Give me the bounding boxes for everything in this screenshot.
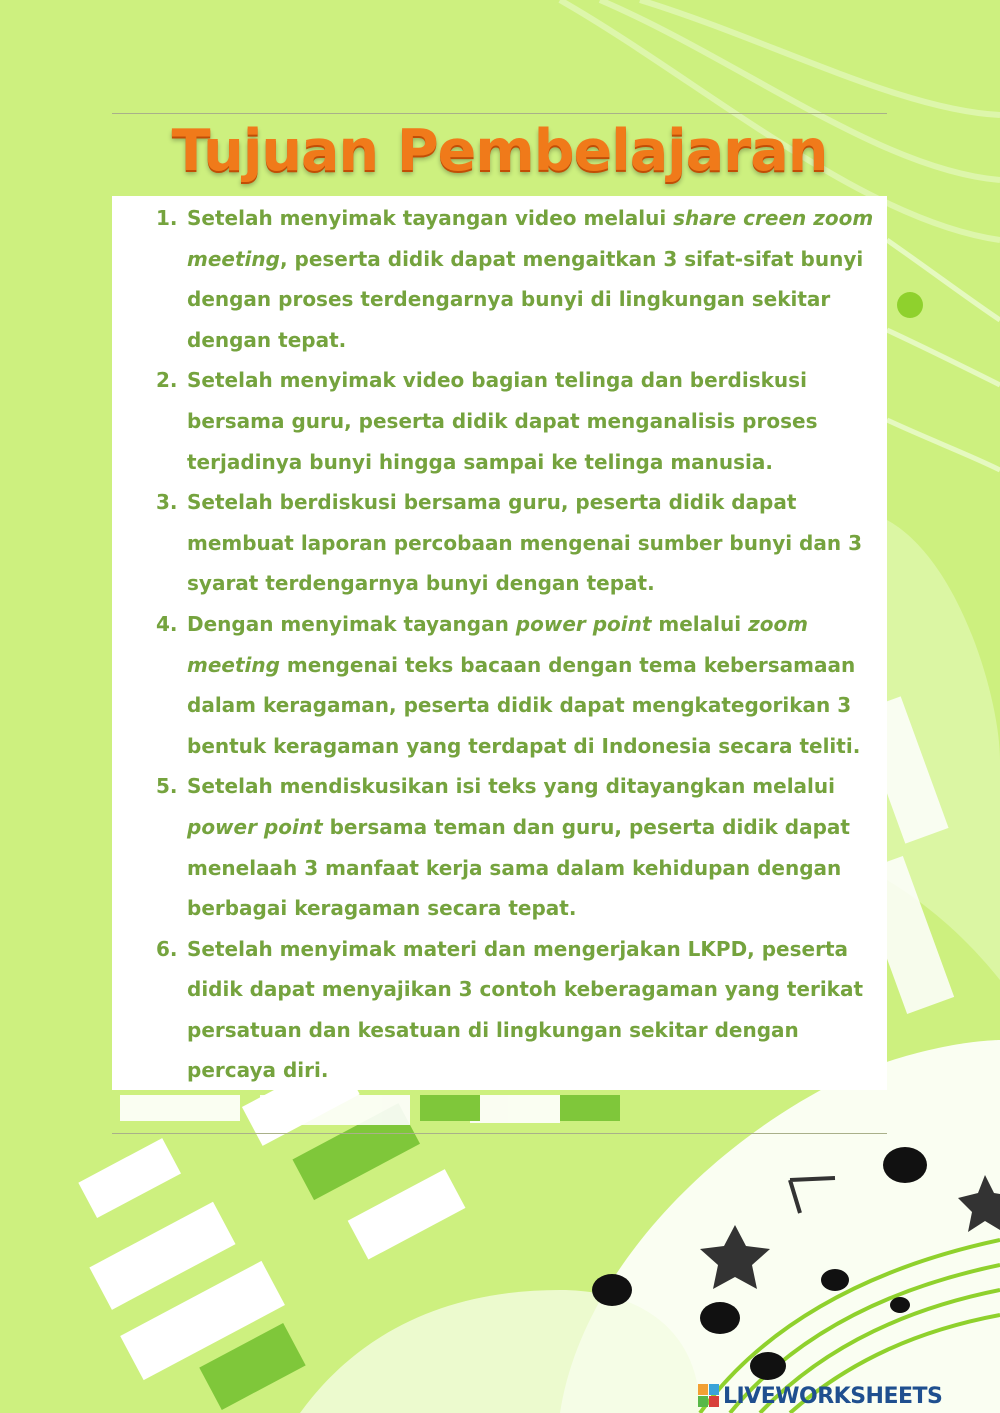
- objective-text: bersama teman dan guru, peserta didik dapat menelaah 3 manfaat kerja sama dalam kehidupan dengan berbagai keragaman secara tepat.: [187, 814, 850, 921]
- objective-text: Setelah menyimak video bagian telinga dan berdiskusi bersama guru, peserta didik dapat menganalisis proses terjadinya bunyi hingga sampai ke telinga manusia.: [187, 368, 818, 474]
- content-panel: [112, 196, 887, 1090]
- objective-item: [112, 604, 887, 766]
- objective-term: zoom meeting: [187, 611, 809, 677]
- objective-item: [112, 929, 887, 1091]
- objective-text: Setelah menyimak tayangan video melalui: [187, 206, 674, 230]
- top-divider: [112, 113, 887, 114]
- objective-number: 4.: [156, 611, 178, 636]
- objective-text: Setelah mendiskusikan isi teks yang ditayangkan melalui: [187, 774, 835, 799]
- objective-text: melalui: [651, 611, 749, 636]
- objective-item: [112, 766, 887, 928]
- liveworksheets-logo-icon: [698, 1384, 720, 1408]
- objectives-list: [112, 198, 887, 1091]
- objective-text: Setelah berdiskusi bersama guru, peserta didik dapat membuat laporan percobaan mengenai sumber bunyi dan 3 syarat terdengarnya bunyi dengan tepat.: [187, 490, 862, 596]
- liveworksheets-logo: [698, 1382, 994, 1410]
- objective-item: [112, 198, 887, 360]
- objective-text: Dengan menyimak tayangan: [187, 611, 516, 636]
- page-title: Tujuan Pembelajaran: [171, 118, 828, 184]
- objective-term: share creen zoom meeting: [187, 206, 874, 271]
- bottom-divider: [112, 1133, 887, 1134]
- logo-text: LIVEWORKSHEETS: [723, 1383, 943, 1409]
- objective-number: 6.: [156, 936, 178, 961]
- objective-text: , peserta didik dapat mengaitkan 3 sifat-sifat bunyi dengan proses terdengarnya bunyi di lingkungan sekitar dengan tepat.: [187, 246, 864, 352]
- objective-text: Setelah menyimak materi dan mengerjakan LKPD, peserta didik dapat menyajikan 3 contoh keberagaman yang terikat persatuan dan kesatuan di lingkungan sekitar dengan percaya diri.: [187, 936, 864, 1083]
- objective-term: power point: [515, 611, 652, 636]
- objective-number: 3.: [156, 490, 178, 515]
- objective-number: 2.: [156, 368, 178, 393]
- objective-term: power point: [187, 814, 323, 839]
- objective-number: 1.: [156, 206, 178, 230]
- objective-item: [112, 360, 887, 482]
- note-icon: [883, 1147, 927, 1183]
- objective-number: 5.: [156, 774, 178, 799]
- objective-text: mengenai teks bacaan dengan tema kebersamaan dalam keragaman, peserta didik dapat mengkategorikan 3 bentuk keragaman yang terdapat di Indonesia secara teliti.: [187, 652, 861, 758]
- dot-icon: [897, 292, 923, 318]
- objective-item: [112, 482, 887, 604]
